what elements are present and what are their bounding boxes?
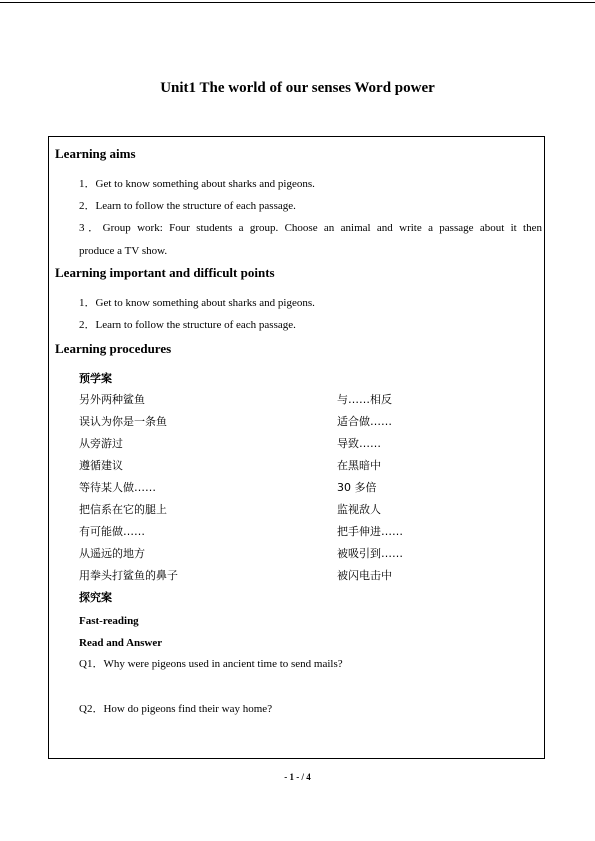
- points-heading: Learning important and difficult points: [55, 265, 275, 280]
- vocab-left-9: 用拳头打鲨鱼的鼻子: [79, 569, 178, 582]
- content-box: [48, 136, 545, 759]
- vocab-right-9: 被闪电击中: [337, 569, 392, 582]
- vocab-right-5: 30 多倍: [337, 481, 377, 494]
- vocab-left-6: 把信系在它的腿上: [79, 503, 167, 516]
- vocab-left-5: 等待某人做……: [79, 481, 156, 494]
- preview-heading: 预学案: [79, 372, 112, 385]
- vocab-right-7: 把手伸进……: [337, 525, 403, 538]
- read-answer-heading: Read and Answer: [79, 637, 163, 649]
- vocab-left-4: 遵循建议: [79, 459, 123, 472]
- question-1: Q1．Why were pigeons used in ancient time to send mails?: [79, 658, 343, 670]
- aims-item-3: 3．Group work: Four students a group. Choose an animal and write a passage about it then: [79, 222, 542, 234]
- fast-reading-heading: Fast-reading: [79, 615, 139, 627]
- aims-item-2: 2．Learn to follow the structure of each passage.: [79, 200, 296, 212]
- procedures-heading: Learning procedures: [55, 341, 172, 356]
- vocab-right-1: 与……相反: [337, 393, 392, 406]
- question-2: Q2．How do pigeons find their way home?: [79, 703, 273, 715]
- vocab-right-4: 在黑暗中: [337, 459, 381, 472]
- page-title: Unit1 The world of our senses Word power: [160, 80, 435, 96]
- vocab-left-3: 从旁游过: [79, 437, 123, 450]
- vocab-left-8: 从遥远的地方: [79, 547, 145, 560]
- vocab-right-3: 导致……: [337, 437, 381, 450]
- points-item-2: 2．Learn to follow the structure of each passage.: [79, 319, 296, 331]
- top-rule: [0, 2, 595, 3]
- vocab-left-2: 误认为你是一条鱼: [79, 415, 167, 428]
- aims-item-1: 1．Get to know something about sharks and pigeons.: [79, 178, 315, 190]
- explore-heading: 探究案: [79, 591, 112, 604]
- vocab-left-7: 有可能做……: [79, 525, 145, 538]
- aims-heading: Learning aims: [55, 146, 136, 161]
- vocab-right-8: 被吸引到……: [337, 547, 403, 560]
- aims-item-3-continued: produce a TV show.: [79, 245, 168, 257]
- points-item-1: 1．Get to know something about sharks and pigeons.: [79, 297, 315, 309]
- vocab-left-1: 另外两种鲨鱼: [79, 393, 145, 406]
- vocab-right-6: 监视敌人: [337, 503, 381, 516]
- page-number: - 1 - / 4: [284, 772, 311, 782]
- vocab-right-2: 适合做……: [337, 415, 392, 428]
